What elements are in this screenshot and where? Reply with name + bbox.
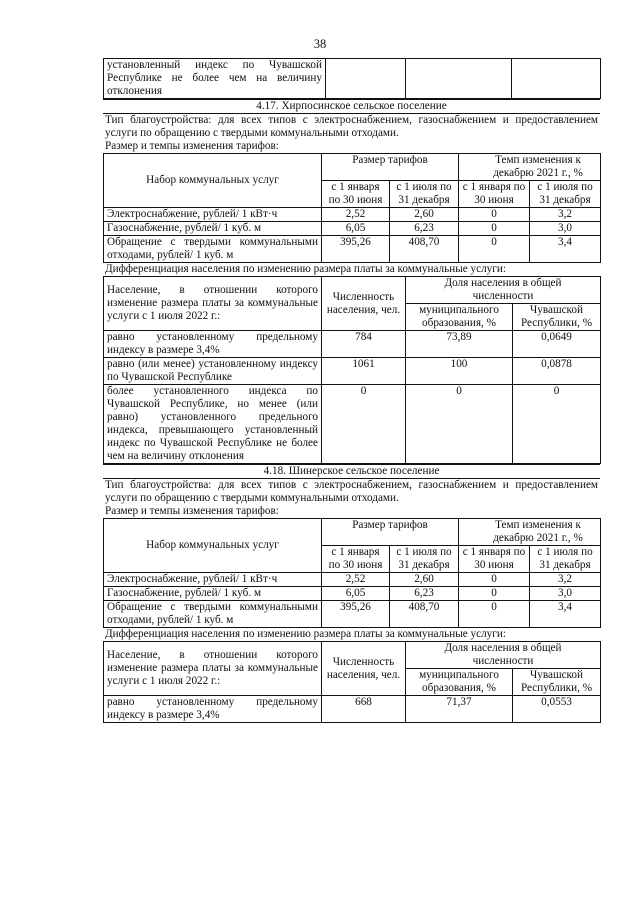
- service-name: Обращение с твердыми коммунальными отходами, рублей/ 1 куб. м: [104, 601, 322, 628]
- header-size: Размер тарифов: [322, 154, 459, 181]
- tariff-value: 2,60: [390, 573, 459, 587]
- header-period: с 1 июля по 31 декабря: [390, 546, 459, 573]
- rate-value: 0: [459, 208, 530, 222]
- tariffs-caption: Размер и темпы изменения тарифов:: [105, 505, 279, 517]
- header-count: Численность населения, чел.: [322, 642, 406, 696]
- tariff-value: 2,52: [322, 573, 390, 587]
- diff-caption: Дифференциация населения по изменению размера платы за коммунальные услуги:: [105, 628, 506, 640]
- row-label: равно (или менее) установленному индексу по Чувашской Республике: [104, 358, 322, 385]
- header-period: с 1 января по 30 июня: [322, 546, 390, 573]
- rate-value: 3,0: [530, 222, 601, 236]
- header-period: с 1 января по 30 июня: [322, 181, 390, 208]
- municipal-share: 0: [406, 385, 513, 464]
- header-rate: Темп изменения к декабрю 2021 г., %: [459, 154, 601, 181]
- differentiation-table: [103, 641, 601, 723]
- tariff-value: 395,26: [322, 601, 390, 628]
- rate-value: 0: [459, 222, 530, 236]
- table-row: [104, 358, 601, 385]
- header-republic: Чувашской Республики, %: [513, 304, 601, 331]
- rate-value: 3,4: [530, 236, 601, 263]
- tariff-value: 395,26: [322, 236, 390, 263]
- diff-caption: Дифференциация населения по изменению размера платы за коммунальные услуги:: [105, 263, 506, 275]
- header-municipal: муниципального образования, %: [406, 304, 513, 331]
- table-row: [104, 331, 601, 358]
- differentiation-table: [103, 276, 601, 464]
- rate-value: 0: [459, 587, 530, 601]
- municipal-share: 100: [406, 358, 513, 385]
- tariff-value: 6,05: [322, 222, 390, 236]
- count-value: 784: [322, 331, 406, 358]
- service-name: Газоснабжение, рублей/ 1 куб. м: [104, 587, 322, 601]
- table-row: [104, 601, 601, 628]
- rate-value: 3,2: [530, 208, 601, 222]
- header-share: Доля населения в общей численности: [406, 642, 601, 669]
- header-share: Доля населения в общей численности: [406, 277, 601, 304]
- header-period: с 1 января по 30 июня: [459, 181, 530, 208]
- tariff-table: [103, 153, 601, 263]
- header-population: Население, в отношении которого изменение размера платы за коммунальные услуги с 1 июля 2022 г.:: [104, 642, 322, 696]
- municipal-share: 73,89: [406, 331, 513, 358]
- rate-value: 3,0: [530, 587, 601, 601]
- tariff-table: [103, 518, 601, 628]
- top-fragment-text: установленный индекс по Чувашской Республике не более чем на величину отклонения: [104, 59, 326, 99]
- tariff-value: 408,70: [390, 236, 459, 263]
- tariff-value: 6,23: [390, 222, 459, 236]
- type-text: Тип благоустройства: для всех типов с электроснабжением, газоснабжением и предоставлением услуги по обращению с твердыми коммунальными отходами.: [105, 479, 598, 504]
- table-row: [104, 236, 601, 263]
- tariffs-caption: Размер и темпы изменения тарифов:: [105, 140, 279, 152]
- count-value: 1061: [322, 358, 406, 385]
- table-row: [104, 222, 601, 236]
- header-republic: Чувашской Республики, %: [513, 669, 601, 696]
- tariff-value: 6,23: [390, 587, 459, 601]
- rate-value: 3,4: [530, 601, 601, 628]
- header-size: Размер тарифов: [322, 519, 459, 546]
- rate-value: 3,2: [530, 573, 601, 587]
- table-row: [104, 208, 601, 222]
- row-label: равно установленному предельному индексу в размере 3,4%: [104, 696, 322, 723]
- table-row: [104, 385, 601, 464]
- section-4-17: [103, 99, 600, 464]
- rate-value: 0: [459, 573, 530, 587]
- row-label: более установленного индекса по Чувашской Республике, но менее (или равно) установленного предельного индекса, превышающего установленный индекс по Чувашской Республике не более чем на величину отклонения: [104, 385, 322, 464]
- tariff-value: 408,70: [390, 601, 459, 628]
- header-services: Набор коммунальных услуг: [104, 154, 322, 208]
- header-municipal: муниципального образования, %: [406, 669, 513, 696]
- republic-share: 0: [513, 385, 601, 464]
- tariff-value: 2,52: [322, 208, 390, 222]
- header-period: с 1 июля по 31 декабря: [390, 181, 459, 208]
- rate-value: 0: [459, 236, 530, 263]
- service-name: Обращение с твердыми коммунальными отходами, рублей/ 1 куб. м: [104, 236, 322, 263]
- type-text: Тип благоустройства: для всех типов с электроснабжением, газоснабжением и предоставлением услуги по обращению с твердыми коммунальными отходами.: [105, 114, 598, 139]
- tariff-value: 6,05: [322, 587, 390, 601]
- header-period: с 1 января по 30 июня: [459, 546, 530, 573]
- republic-share: 0,0878: [513, 358, 601, 385]
- header-services: Набор коммунальных услуг: [104, 519, 322, 573]
- count-value: 668: [322, 696, 406, 723]
- header-period: с 1 июля по 31 декабря: [530, 181, 601, 208]
- section-title: 4.18. Шинерское сельское поселение: [103, 465, 600, 479]
- service-name: Электроснабжение, рублей/ 1 кВт·ч: [104, 208, 322, 222]
- rate-value: 0: [459, 601, 530, 628]
- service-name: Электроснабжение, рублей/ 1 кВт·ч: [104, 573, 322, 587]
- document-body: [103, 58, 600, 723]
- section-title: 4.17. Хирпосинское сельское поселение: [103, 100, 600, 114]
- table-row: [104, 573, 601, 587]
- section-4-18: [103, 464, 600, 723]
- page-number: 38: [313, 37, 327, 51]
- row-label: равно установленному предельному индексу в размере 3,4%: [104, 331, 322, 358]
- header-population: Население, в отношении которого изменение размера платы за коммунальные услуги с 1 июля 2022 г.:: [104, 277, 322, 331]
- count-value: 0: [322, 385, 406, 464]
- section-header: [103, 464, 600, 479]
- republic-share: 0,0553: [513, 696, 601, 723]
- table-row: [104, 696, 601, 723]
- republic-share: 0,0649: [513, 331, 601, 358]
- table-row: [104, 587, 601, 601]
- top-fragment-table: [103, 58, 601, 99]
- municipal-share: 71,37: [406, 696, 513, 723]
- tariff-value: 2,60: [390, 208, 459, 222]
- header-rate: Темп изменения к декабрю 2021 г., %: [459, 519, 601, 546]
- service-name: Газоснабжение, рублей/ 1 куб. м: [104, 222, 322, 236]
- header-period: с 1 июля по 31 декабря: [530, 546, 601, 573]
- header-count: Численность населения, чел.: [322, 277, 406, 331]
- section-header: [103, 99, 600, 114]
